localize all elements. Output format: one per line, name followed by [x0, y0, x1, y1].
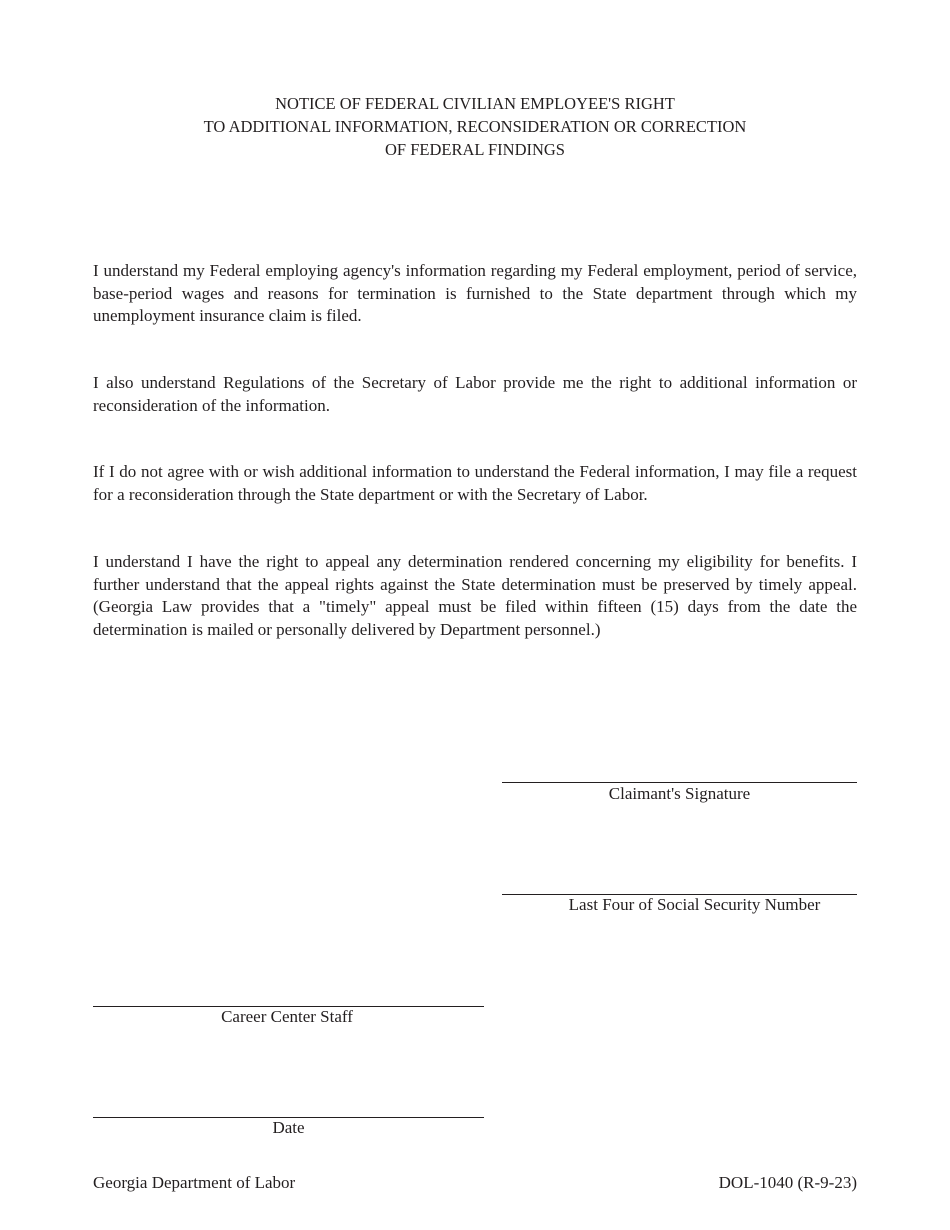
document-title [0, 92, 950, 161]
ssn-last-four-label: Last Four of Social Security Number [568, 895, 821, 914]
paragraph-regulations: I also understand Regulations of the Secretary of Labor provide me the right to additional information or reconsideration of the information. [93, 373, 857, 415]
paragraph-appeal-rights: I understand I have the right to appeal any determination rendered concerning my eligibility for benefits. I further understand that the appeal rights against the State determination must be preserved by timely appeal. (Georgia Law provides that a "timely" appeal must be filed within fifteen (15) days from the date the determination is mailed or personally delivered by Department personnel.) [93, 552, 857, 639]
title-line-3: OF FEDERAL FINDINGS [385, 140, 565, 159]
footer-agency: Georgia Department of Labor [93, 1173, 296, 1192]
paragraph-federal-info: I understand my Federal employing agency's information regarding my Federal employment, period of service, base-period wages and reasons for termination is furnished to the State department through which my unemployment insurance claim is filed. [93, 261, 857, 325]
footer-form-number: DOL-1040 (R-9-23) [718, 1173, 857, 1192]
paragraph-reconsideration: If I do not agree with or wish additional information to understand the Federal information, I may file a request for a reconsideration through the State department or with the Secretary of Labor. [93, 462, 857, 504]
date-label: Date [272, 1118, 305, 1137]
career-center-staff-label: Career Center Staff [221, 1007, 353, 1026]
claimant-signature-label: Claimant's Signature [608, 784, 751, 803]
title-line-1: NOTICE OF FEDERAL CIVILIAN EMPLOYEE'S RIGHT [275, 94, 675, 113]
title-line-2: TO ADDITIONAL INFORMATION, RECONSIDERATION OR CORRECTION [203, 117, 747, 136]
